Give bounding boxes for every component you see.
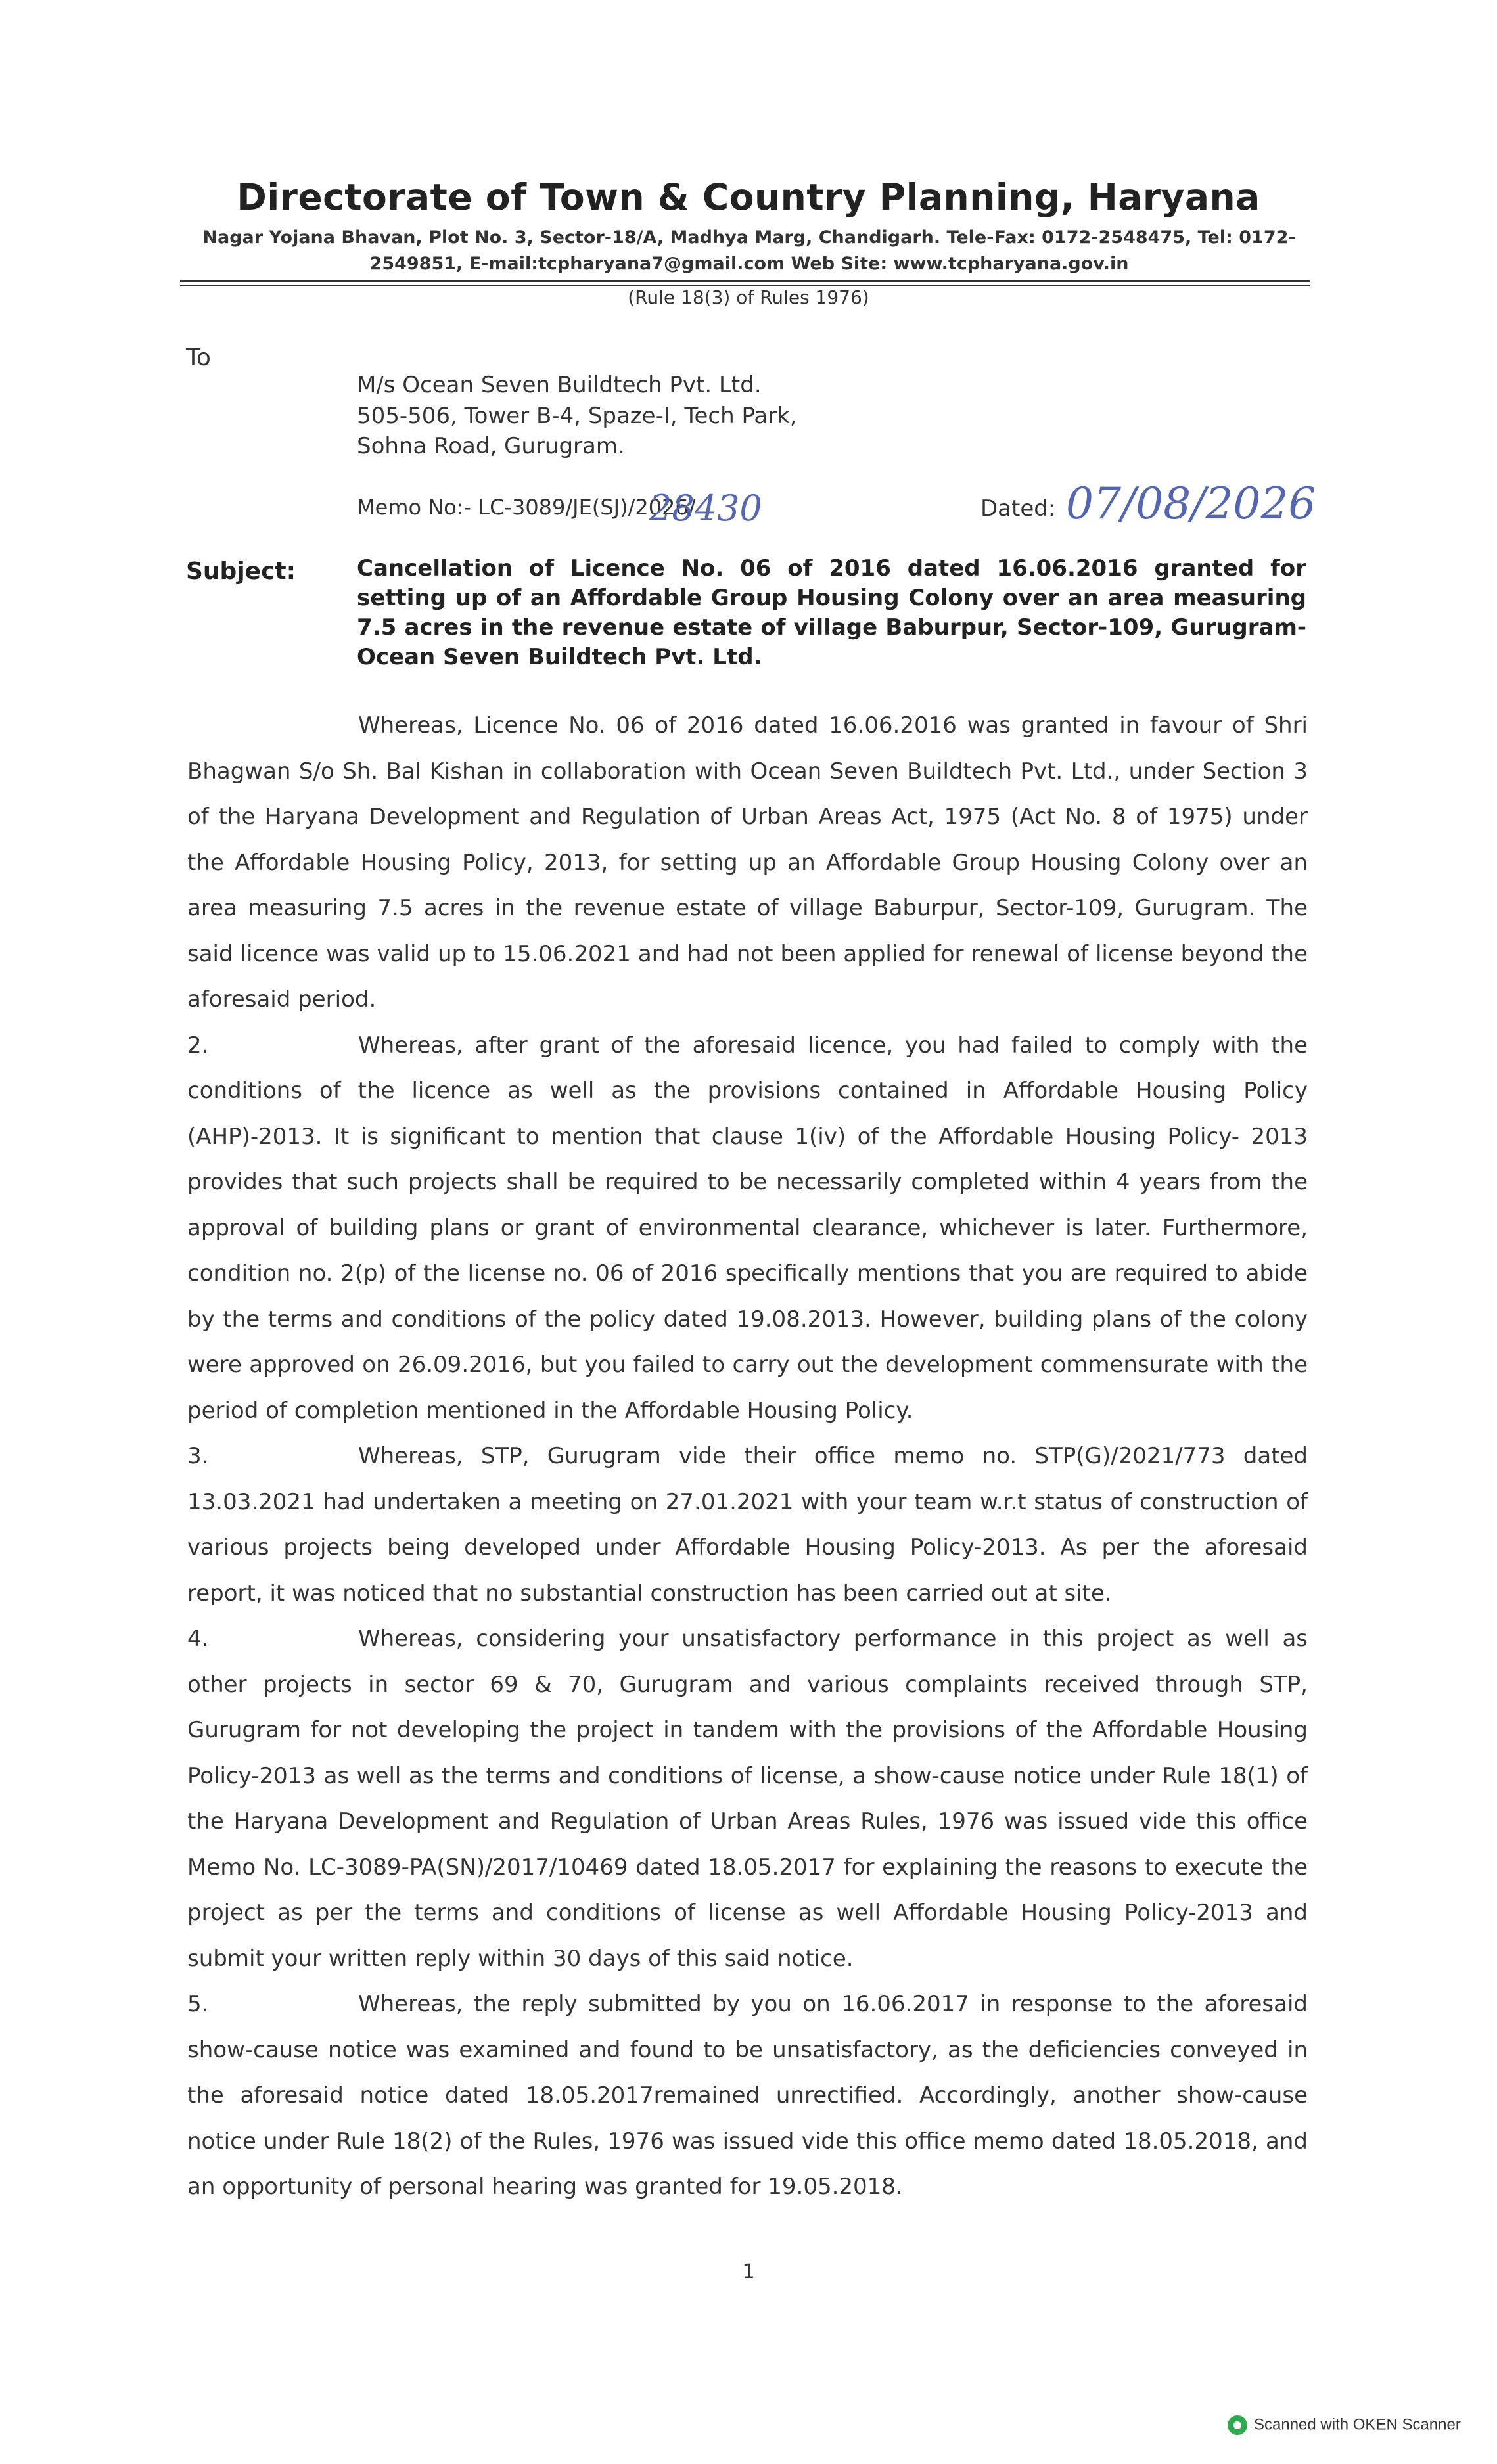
- dated-value-handwritten: 07/08/2026: [1066, 478, 1316, 529]
- header-divider-thick: [180, 280, 1310, 282]
- to-label: To: [186, 344, 211, 371]
- org-address-line-2: 2549851, E-mail:tcpharyana7@gmail.com Web Site: www.tcpharyana.gov.in: [369, 254, 1129, 274]
- paragraph-4: [187, 1616, 1308, 1982]
- paragraph-1: Whereas, Licence No. 06 of 2016 dated 16.06.2016 was granted in favour of Shri Bhagwan S/o Sh. Bal Kishan in collaboration with Ocean Seven Buildtech Pvt. Ltd., under Section 3 of the Haryana Development and Regulation of Urban Areas Act, 1975 (Act No. 8 of 1975) under the Affordable Housing Policy, 2013, for setting up an Affordable Group Housing Colony over an area measuring 7.5 acres in the revenue estate of village Baburpur, Sector-109, Gurugram. The said licence was valid up to 15.06.2021 and had not been applied for renewal of license beyond the aforesaid period.: [187, 712, 1308, 1013]
- letter-body: [187, 703, 1308, 2210]
- paragraph-number: 2.: [187, 1032, 209, 1059]
- dated-label: Dated:: [980, 495, 1056, 522]
- recipient-city: Sohna Road, Gurugram.: [357, 433, 625, 459]
- paragraph-text: Whereas, the reply submitted by you on 16.06.2017 in response to the aforesaid show-cause notice was examined and found to be unsatisfactory, as the deficiencies conveyed in the aforesaid notice dated 18.05.2017remained unrectified. Accordingly, another show-cause notice under Rule 18(2) of the Rules, 1976 was issued vide this office memo dated 18.05.2018, and an opportunity of personal hearing was granted for 19.05.2018.: [187, 1991, 1308, 2200]
- org-title: Directorate of Town & Country Planning, Haryana: [237, 176, 1260, 218]
- subject-text: Cancellation of Licence No. 06 of 2016 dated 16.06.2016 granted for setting up of an Affordable Group Housing Colony over an area measuring 7.5 acres in the revenue estate of village Baburpur, Sector-109, Gurugram- Ocean Seven Buildtech Pvt. Ltd.: [357, 555, 1306, 670]
- paragraph-5: [187, 1982, 1308, 2210]
- recipient-name: M/s Ocean Seven Buildtech Pvt. Ltd.: [357, 372, 762, 398]
- page-number: 1: [742, 2260, 755, 2283]
- rule-reference: (Rule 18(3) of Rules 1976): [628, 286, 869, 308]
- paragraph-text: Whereas, considering your unsatisfactory performance in this project as well as other projects in sector 69 & 70, Gurugram and various complaints received through STP, Gurugram for not developing the project in tandem with the provisions of the Affordable Housing Policy-2013 as well as the terms and conditions of license, a show-cause notice under Rule 18(1) of the Haryana Development and Regulation of Urban Areas Rules, 1976 was issued vide this office Memo No. LC-3089-PA(SN)/2017/10469 dated 18.05.2017 for explaining the reasons to execute the project as per the terms and conditions of license as well Affordable Housing Policy-2013 and submit your written reply within 30 days of this said notice.: [187, 1626, 1308, 1972]
- paragraph-text: Whereas, STP, Gurugram vide their office memo no. STP(G)/2021/773 dated 13.03.2021 had undertaken a meeting on 27.01.2021 with your team w.r.t status of construction of various projects being developed under Affordable Housing Policy-2013. As per the aforesaid report, it was noticed that no substantial construction has been carried out at site.: [187, 1443, 1308, 1607]
- scanner-text: Scanned with OKEN Scanner: [1254, 2415, 1461, 2434]
- paragraph-text: Whereas, after grant of the aforesaid licence, you had failed to comply with the conditions of the licence as well as the provisions contained in Affordable Housing Policy (AHP)-2013. It is significant to mention that clause 1(iv) of the Affordable Housing Policy- 2013 provides that such projects shall be required to be necessarily completed within 4 years from the approval of building plans or grant of environmental clearance, whichever is later. Furthermore, condition no. 2(p) of the license no. 06 of 2016 specifically mentions that you are required to abide by the terms and conditions of the policy dated 19.08.2013. However, building plans of the colony were approved on 26.09.2016, but you failed to carry out the development commensurate with the period of completion mentioned in the Affordable Housing Policy.: [187, 1032, 1308, 1424]
- scanner-watermark: [1228, 2415, 1461, 2435]
- memo-number-handwritten: 28430: [649, 488, 762, 529]
- paragraph-number: 5.: [187, 1991, 209, 2017]
- paragraph-3: [187, 1434, 1308, 1616]
- paragraph-number: 3.: [187, 1443, 209, 1469]
- scanner-logo-icon: [1228, 2415, 1247, 2435]
- paragraph-2: [187, 1023, 1308, 1434]
- subject-label: Subject:: [186, 558, 296, 585]
- org-address-line-1: Nagar Yojana Bhavan, Plot No. 3, Sector-18/A, Madhya Marg, Chandigarh. Tele-Fax: 0172-2548475, Tel: 0172-: [202, 227, 1296, 248]
- recipient-address-line: 505-506, Tower B-4, Spaze-I, Tech Park,: [357, 403, 797, 429]
- paragraph-number: 4.: [187, 1626, 209, 1652]
- memo-label: Memo No:- LC-3089/JE(SJ)/2026/: [357, 495, 696, 520]
